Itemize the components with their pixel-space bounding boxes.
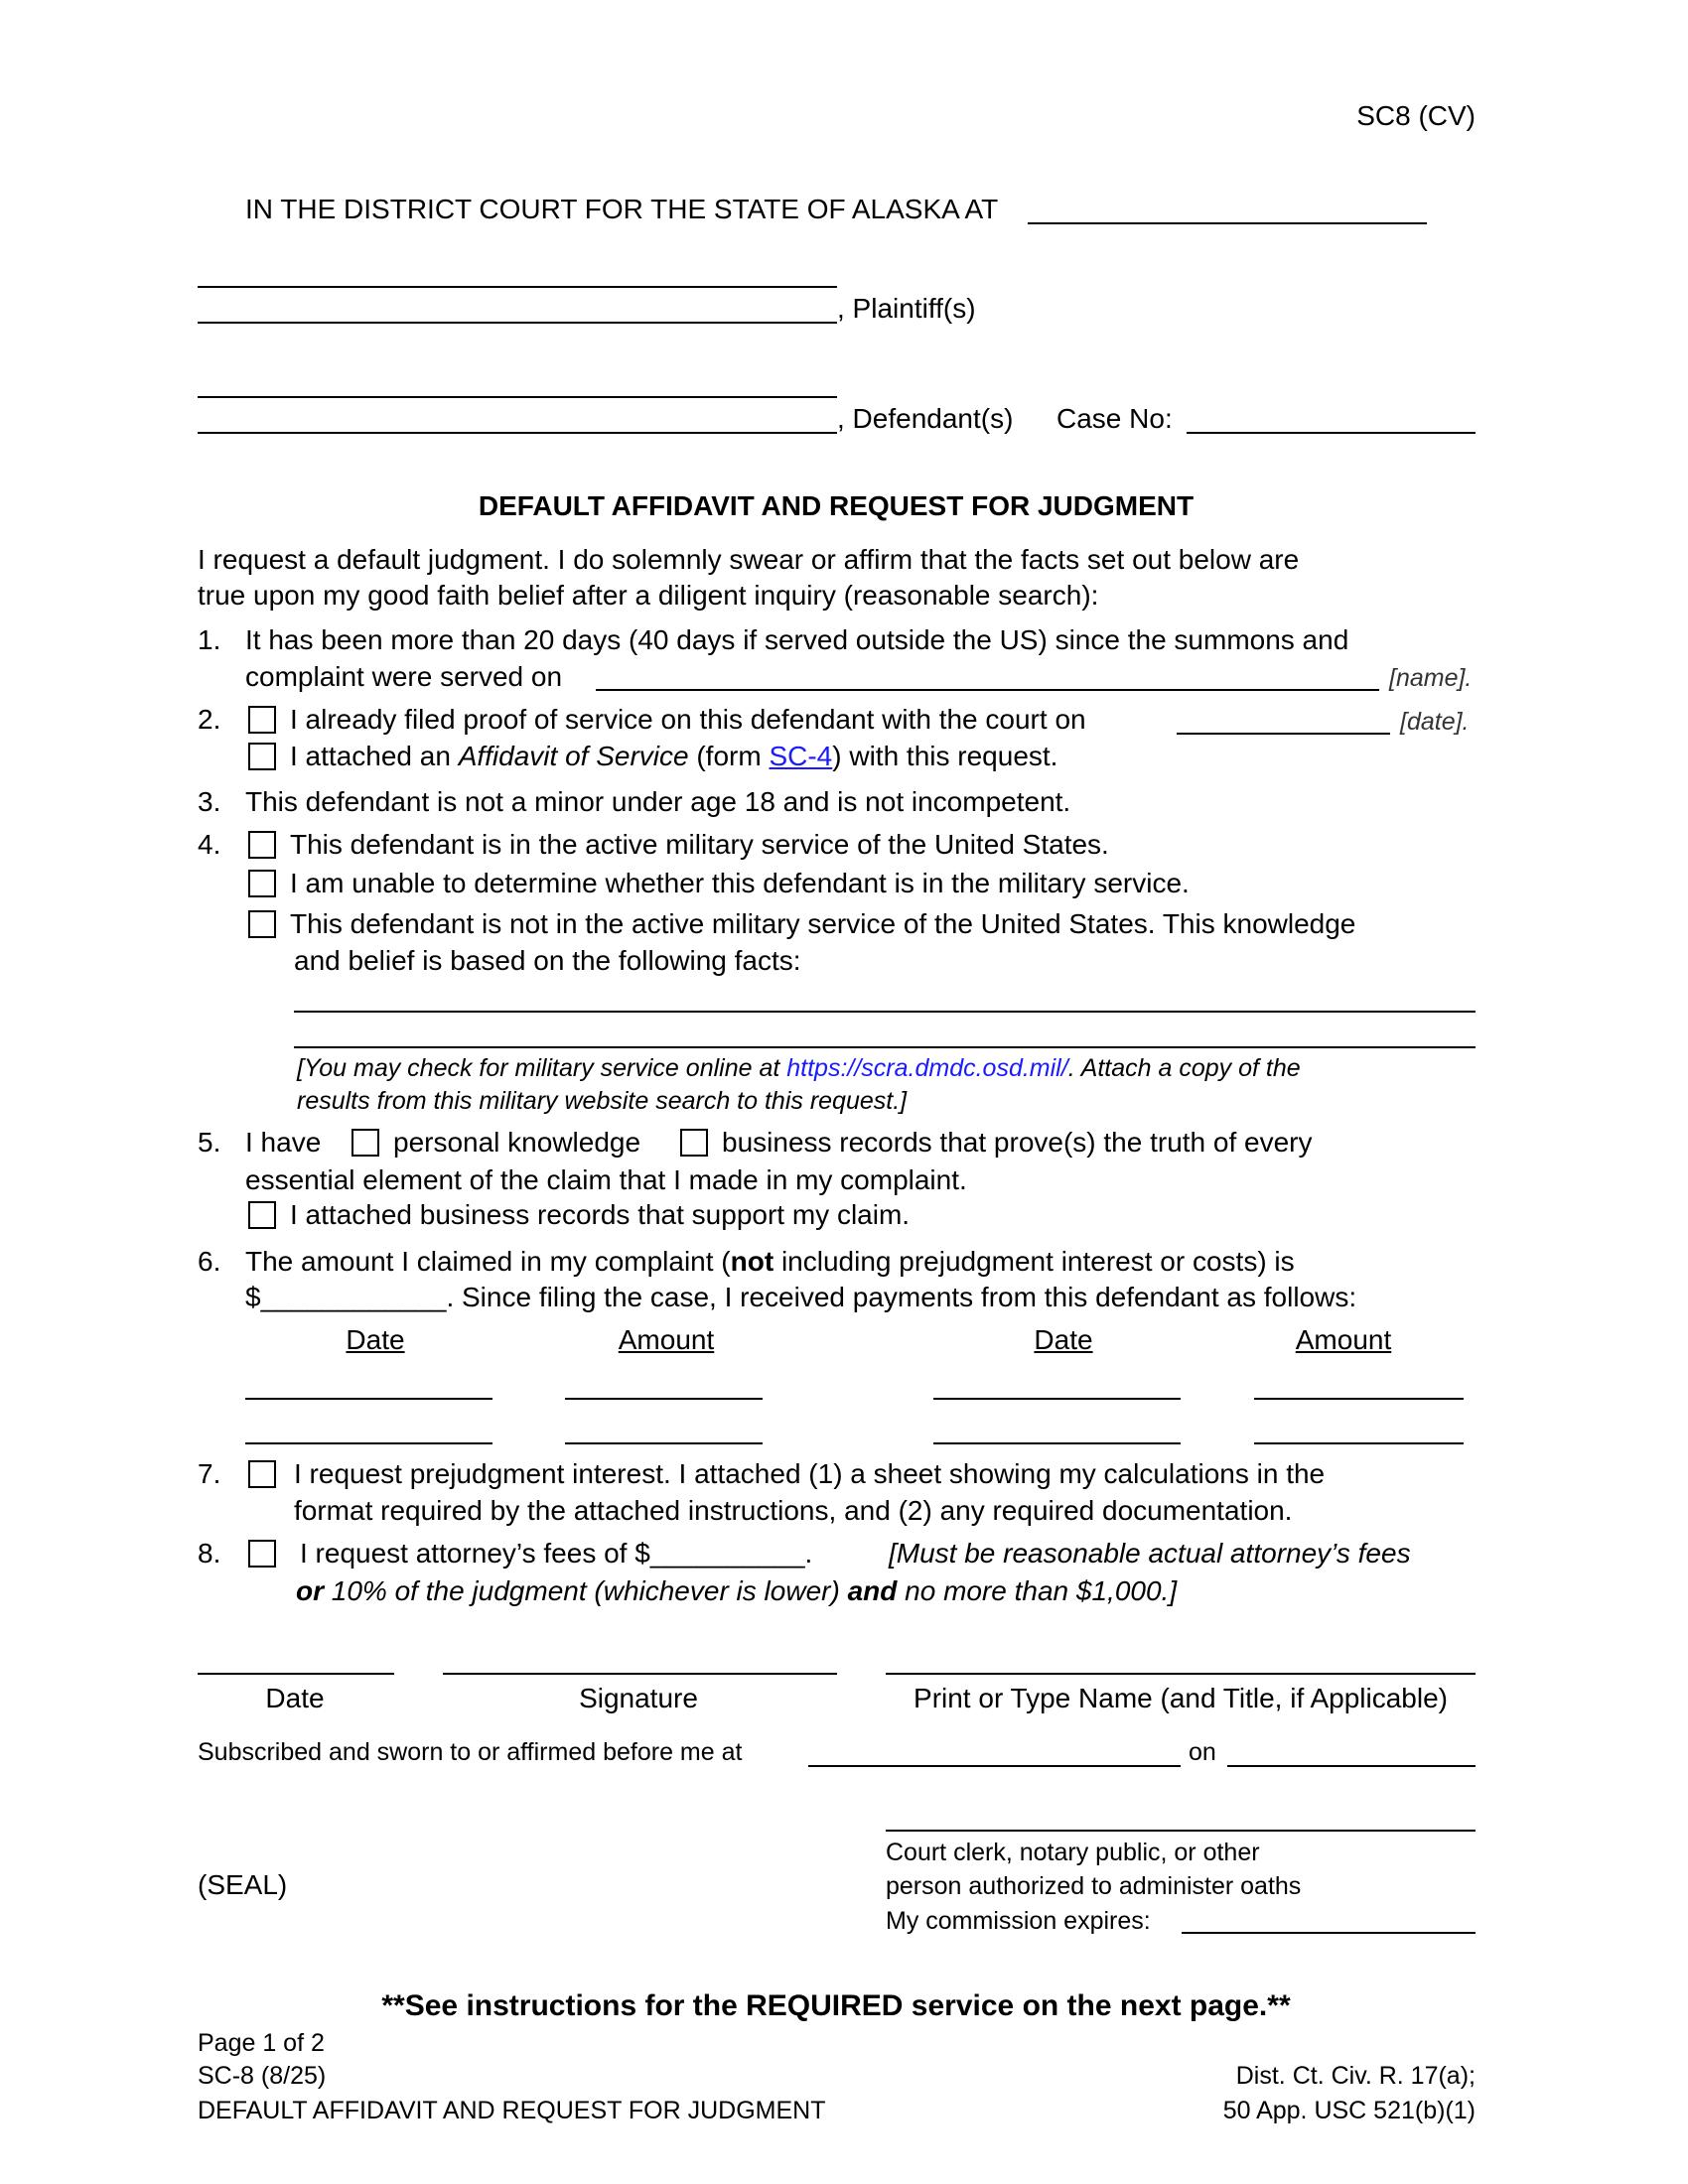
payment-date-field[interactable]: [245, 1442, 492, 1444]
item-number: 4.: [198, 829, 221, 860]
sworn-date-field[interactable]: [1227, 1765, 1476, 1767]
intro-line-1: I request a default judgment. I do solemnly swear or affirm that the facts set out below are: [198, 544, 1300, 575]
attached-records-checkbox[interactable]: [248, 1201, 276, 1229]
form-version: SC-8 (8/25): [198, 2062, 327, 2090]
text: [You may check for military service online at: [297, 1054, 787, 1082]
item5-option1: personal knowledge: [393, 1127, 641, 1158]
item6-line1: [245, 1245, 1295, 1279]
military-note-line1: [297, 1051, 1301, 1085]
text: no more than $1,000.]: [897, 1575, 1178, 1606]
item-number: 7.: [198, 1458, 221, 1489]
affidavit-title: Affidavit of Service: [458, 741, 689, 771]
payment-amount-header: Amount: [1295, 1324, 1392, 1355]
date-signed-field[interactable]: [198, 1673, 394, 1675]
printed-name-field[interactable]: [886, 1673, 1476, 1675]
item5-line2: essential element of the claim that I made in my complaint.: [245, 1164, 967, 1195]
payment-date-field[interactable]: [245, 1398, 492, 1400]
payment-date-header: Date: [346, 1324, 405, 1355]
item-number: 1.: [198, 624, 221, 655]
text: 10% of the judgment (whichever is lower): [324, 1575, 848, 1606]
plaintiff-label: , Plaintiff(s): [837, 293, 976, 324]
prejudgment-interest-checkbox[interactable]: [248, 1460, 276, 1488]
item-number: 8.: [198, 1538, 221, 1569]
page-number: Page 1 of 2: [198, 2029, 325, 2057]
payment-amount-field[interactable]: [1254, 1398, 1464, 1400]
item4-option3-line1: This defendant is not in the active military service of the United States. This knowledge: [290, 908, 1356, 939]
seal-label: (SEAL): [198, 1869, 288, 1900]
item-number: 6.: [198, 1246, 221, 1277]
rule-citation-2: 50 App. USC 521(b)(1): [1222, 2097, 1476, 2124]
item4-option1: This defendant is in the active military service of the United States.: [290, 829, 1109, 860]
military-note-line2: results from this military website search to this request.]: [297, 1087, 908, 1115]
served-on-name-field[interactable]: [596, 689, 1379, 691]
item3-text: This defendant is not a minor under age 18 and is not incompetent.: [245, 786, 1071, 817]
scra-link[interactable]: https://scra.dmdc.osd.mil/: [786, 1054, 1068, 1082]
text: including prejudgment interest or costs) is: [774, 1246, 1295, 1277]
item8-text: I request attorney’s fees of $__________.: [300, 1538, 813, 1569]
intro-line-2: true upon my good faith belief after a diligent inquiry (reasonable search):: [198, 580, 1099, 611]
item2-option2: [290, 740, 1057, 773]
item6-line2: $____________. Since filing the case, I received payments from this defendant as follows:: [245, 1282, 1357, 1312]
payment-amount-field[interactable]: [565, 1442, 763, 1444]
service-notice: **See instructions for the REQUIRED service on the next page.**: [381, 1989, 1291, 2022]
text: I attached an: [290, 741, 459, 771]
payment-date-field[interactable]: [933, 1442, 1181, 1444]
case-no-label: Case No:: [1056, 403, 1173, 434]
item1-line2: complaint were served on: [245, 661, 563, 692]
plaintiff-name-field-1[interactable]: [198, 286, 837, 288]
subscribed-text: Subscribed and sworn to or affirmed before me at: [198, 1738, 743, 1766]
text: . Attach a copy of the: [1067, 1054, 1301, 1082]
date-hint: [date].: [1400, 708, 1470, 736]
item7-line2: format required by the attached instructions, and (2) any required documentation.: [294, 1495, 1293, 1526]
unable-determine-checkbox[interactable]: [248, 870, 276, 897]
defendant-label: , Defendant(s): [837, 403, 1014, 434]
commission-label: My commission expires:: [886, 1907, 1151, 1935]
defendant-name-field-2[interactable]: [198, 432, 837, 434]
sworn-location-field[interactable]: [808, 1765, 1181, 1767]
text: and: [847, 1575, 898, 1606]
officer-line2: person authorized to administer oaths: [886, 1872, 1302, 1900]
sc4-form-link[interactable]: SC-4: [769, 741, 833, 771]
case-no-field[interactable]: [1187, 432, 1476, 434]
item-number: 2.: [198, 704, 221, 735]
item5-option2: business records that prove(s) the truth of every: [722, 1127, 1313, 1158]
signature-field[interactable]: [443, 1673, 837, 1675]
payment-amount-field[interactable]: [565, 1398, 763, 1400]
item2-option1: I already filed proof of service on this defendant with the court on: [290, 704, 1086, 735]
item8-note2: [296, 1574, 1177, 1608]
form-code: SC8 (CV): [1356, 100, 1476, 131]
footer-form-name: DEFAULT AFFIDAVIT AND REQUEST FOR JUDGMENT: [198, 2097, 826, 2124]
item5-option3: I attached business records that support my claim.: [290, 1199, 911, 1230]
attorney-fees-checkbox[interactable]: [248, 1540, 276, 1568]
item-number: 5.: [198, 1127, 221, 1158]
payment-date-header: Date: [1034, 1324, 1093, 1355]
item8-note1: [Must be reasonable actual attorney’s fees: [889, 1538, 1411, 1569]
defendant-name-field-1[interactable]: [198, 396, 837, 398]
text: or: [296, 1575, 324, 1606]
not-military-checkbox[interactable]: [248, 910, 276, 938]
proof-filed-checkbox[interactable]: [248, 706, 276, 734]
officer-signature-field[interactable]: [886, 1830, 1476, 1832]
text: The amount I claimed in my complaint (: [245, 1246, 731, 1277]
form-title: DEFAULT AFFIDAVIT AND REQUEST FOR JUDGMENT: [478, 490, 1195, 521]
item4-option2: I am unable to determine whether this defendant is in the military service.: [290, 868, 1190, 898]
business-records-checkbox[interactable]: [680, 1129, 708, 1157]
item4-option3-line2: and belief is based on the following facts:: [294, 945, 801, 976]
item-number: 3.: [198, 786, 221, 817]
facts-field-2[interactable]: [294, 1046, 1476, 1048]
plaintiff-name-field-2[interactable]: [198, 322, 837, 324]
item7-line1: I request prejudgment interest. I attached (1) a sheet showing my calculations in the: [294, 1458, 1326, 1489]
text: ) with this request.: [832, 741, 1058, 771]
officer-line1: Court clerk, notary public, or other: [886, 1839, 1260, 1866]
text: not: [730, 1246, 774, 1277]
personal-knowledge-checkbox[interactable]: [352, 1129, 379, 1157]
item1-line1: It has been more than 20 days (40 days if served outside the US) since the summons and: [245, 624, 1349, 655]
commission-expires-field[interactable]: [1182, 1932, 1476, 1934]
payment-date-field[interactable]: [933, 1398, 1181, 1400]
item5-pre: I have: [245, 1127, 322, 1158]
on-label: on: [1189, 1738, 1216, 1766]
court-heading: IN THE DISTRICT COURT FOR THE STATE OF ALASKA AT: [245, 194, 999, 224]
proof-filed-date-field[interactable]: [1177, 733, 1390, 735]
rule-citation-1: Dist. Ct. Civ. R. 17(a);: [1235, 2062, 1476, 2090]
court-location-field[interactable]: [1028, 222, 1427, 224]
active-military-checkbox[interactable]: [248, 831, 276, 859]
payment-amount-field[interactable]: [1254, 1442, 1464, 1444]
signature-label: Signature: [579, 1683, 698, 1713]
payment-amount-header: Amount: [618, 1324, 715, 1355]
text: (form: [688, 741, 770, 771]
name-hint: [name].: [1389, 664, 1473, 692]
facts-field-1[interactable]: [294, 1011, 1476, 1013]
printed-name-label: Print or Type Name (and Title, if Applicable): [914, 1683, 1448, 1713]
affidavit-attached-checkbox[interactable]: [248, 743, 276, 770]
date-label: Date: [265, 1683, 325, 1713]
